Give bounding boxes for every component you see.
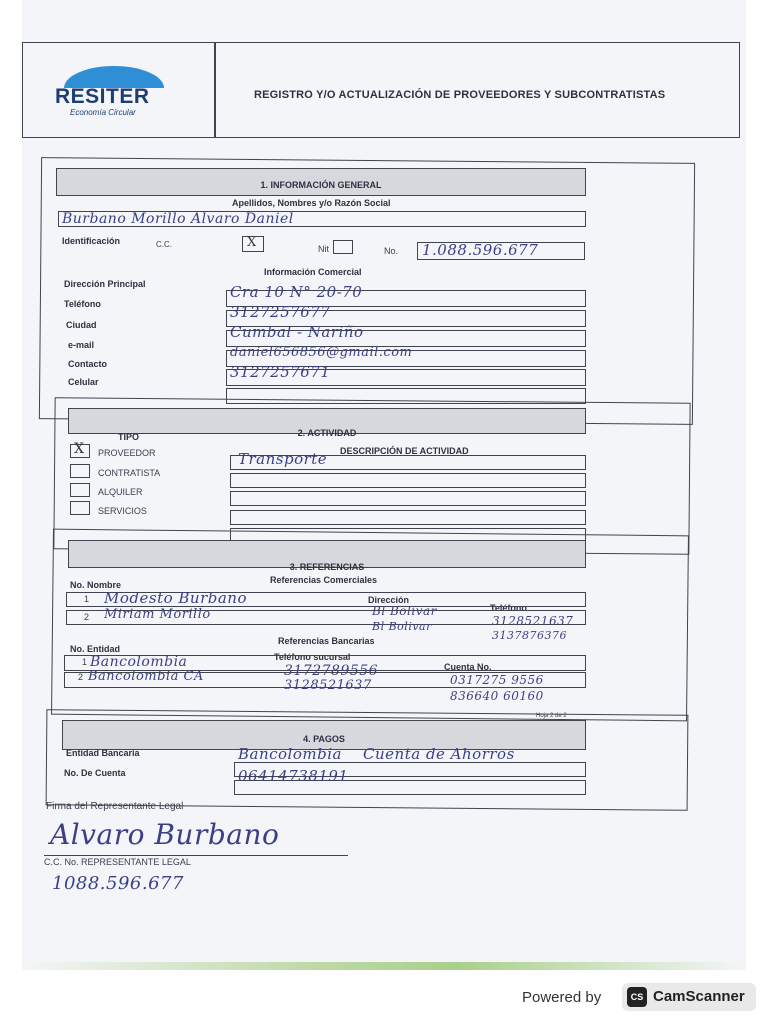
description-field-4 bbox=[230, 510, 586, 525]
name-value: Burbano Morillo Alvaro Daniel bbox=[62, 211, 294, 227]
phone-label: Teléfono bbox=[64, 299, 101, 309]
id-number-value: 1.088.596.677 bbox=[422, 241, 539, 259]
bank-ref-entity-1: Bancolombia bbox=[90, 654, 188, 670]
proveedor-mark: X bbox=[74, 441, 85, 457]
bank-ref-no-2: 2 bbox=[78, 672, 84, 682]
email-label: e-mail bbox=[68, 340, 95, 350]
bank-ref-phone-1: 3172789556 bbox=[284, 663, 379, 679]
alquiler-label: ALQUILER bbox=[98, 487, 143, 497]
description-field-2 bbox=[230, 473, 586, 488]
contratista-checkbox bbox=[70, 464, 90, 478]
commercial-ref-no-1: 1 bbox=[84, 594, 90, 604]
no-label: No. bbox=[384, 246, 399, 256]
bank-ref-phone-2: 3128521637 bbox=[284, 678, 372, 693]
address-label: Dirección Principal bbox=[64, 279, 146, 289]
description-label: DESCRIPCIÓN DE ACTIVIDAD bbox=[340, 446, 469, 456]
ref-direction-label: Dirección bbox=[368, 595, 410, 605]
cell-label: Celular bbox=[68, 377, 99, 387]
city-value: Cumbal - Nariño bbox=[230, 323, 364, 341]
bank-ref-no-1: 1 bbox=[82, 657, 88, 667]
page-note: Hoja 2 de 2 bbox=[536, 713, 567, 719]
cc-label: C.C. bbox=[156, 240, 172, 249]
branch-phone-label: Teléfono sucursal bbox=[274, 652, 351, 662]
proveedor-label: PROVEEDOR bbox=[98, 448, 156, 458]
commercial-ref-name-1: Modesto Burbano bbox=[104, 589, 247, 607]
section-general-title: 1. INFORMACIÓN GENERAL bbox=[56, 168, 586, 196]
phone-value: 3127257677 bbox=[230, 303, 331, 321]
type-label: TIPO bbox=[118, 432, 140, 442]
account-value: 06414738191 bbox=[238, 767, 349, 785]
bank-ref-entity-2: Bancolombia CA bbox=[88, 669, 204, 684]
bank-refs-label: Referencias Bancarias bbox=[278, 636, 375, 646]
servicios-label: SERVICIOS bbox=[98, 506, 147, 516]
header-divider bbox=[214, 42, 216, 138]
signature-line bbox=[44, 855, 348, 856]
camscanner-name: CamScanner bbox=[653, 988, 745, 1005]
ref-phone-label: Teléfono bbox=[490, 603, 527, 613]
contact-value: 3127257671 bbox=[230, 363, 331, 381]
signature-value: Alvaro Burbano bbox=[50, 818, 280, 851]
section-activity-title: 2. ACTIVIDAD bbox=[68, 408, 586, 434]
nit-label: Nit bbox=[318, 244, 329, 254]
powered-by-text: Powered by bbox=[522, 989, 602, 1006]
bank-entity-value: Bancolombia Cuenta de Ahorros bbox=[238, 745, 515, 763]
servicios-checkbox bbox=[70, 501, 90, 515]
signature-cc-value: 1088.596.677 bbox=[52, 873, 184, 894]
commercial-ref-address-2: Bl Bolivar bbox=[372, 620, 432, 633]
description-value: Transporte bbox=[238, 450, 328, 468]
alquiler-checkbox bbox=[70, 483, 90, 497]
contratista-label: CONTRATISTA bbox=[98, 468, 161, 478]
contact-label: Contacto bbox=[68, 359, 107, 369]
name-label: Apellidos, Nombres y/o Razón Social bbox=[232, 198, 391, 208]
camscanner-icon: CS bbox=[627, 987, 647, 1007]
bank-ref-account-2: 836640 60160 bbox=[450, 689, 544, 703]
cc-mark: X bbox=[247, 235, 257, 250]
section-payments-title: 4. PAGOS bbox=[62, 720, 586, 750]
nit-checkbox bbox=[333, 240, 353, 254]
commercial-ref-name-2: Miriam Morillo bbox=[104, 607, 211, 622]
address-value: Cra 10 N° 20-70 bbox=[230, 283, 363, 301]
commercial-refs-label: Referencias Comerciales bbox=[270, 575, 378, 585]
email-value: daniel656856@gmail.com bbox=[230, 345, 413, 360]
commercial-ref-phone-2: 3137876376 bbox=[492, 629, 567, 642]
bank-entity-label: Entidad Bancaria bbox=[66, 748, 140, 758]
id-label: Identificación bbox=[62, 236, 121, 246]
document-title: REGISTRO Y/O ACTUALIZACIÓN DE PROVEEDORES Y SUBCONTRATISTAS bbox=[254, 89, 666, 101]
account-number-label: Cuenta No. bbox=[444, 662, 492, 672]
commercial-ref-phone-1: 3128521637 bbox=[492, 614, 574, 628]
no-entity-label: No. Entidad bbox=[70, 644, 120, 654]
description-field-3 bbox=[230, 491, 586, 506]
commercial-ref-address-1: Bl Bolivar bbox=[372, 604, 437, 618]
signature-label: Firma del Representante Legal bbox=[46, 801, 184, 812]
account-label: No. De Cuenta bbox=[64, 768, 126, 778]
logo-tagline: Economía Circular bbox=[70, 108, 136, 117]
section-references-title: 3. REFERENCIAS bbox=[68, 540, 586, 568]
commercial-info-label: Información Comercial bbox=[264, 267, 362, 277]
page-edge bbox=[22, 962, 746, 970]
bank-ref-account-1: 0317275 9556 bbox=[450, 673, 544, 687]
city-label: Ciudad bbox=[66, 320, 97, 330]
no-name-label: No. Nombre bbox=[70, 580, 122, 590]
signature-cc-label: C.C. No. REPRESENTANTE LEGAL bbox=[44, 857, 191, 867]
logo-name: RESITER bbox=[55, 85, 150, 108]
commercial-ref-no-2: 2 bbox=[84, 612, 90, 622]
